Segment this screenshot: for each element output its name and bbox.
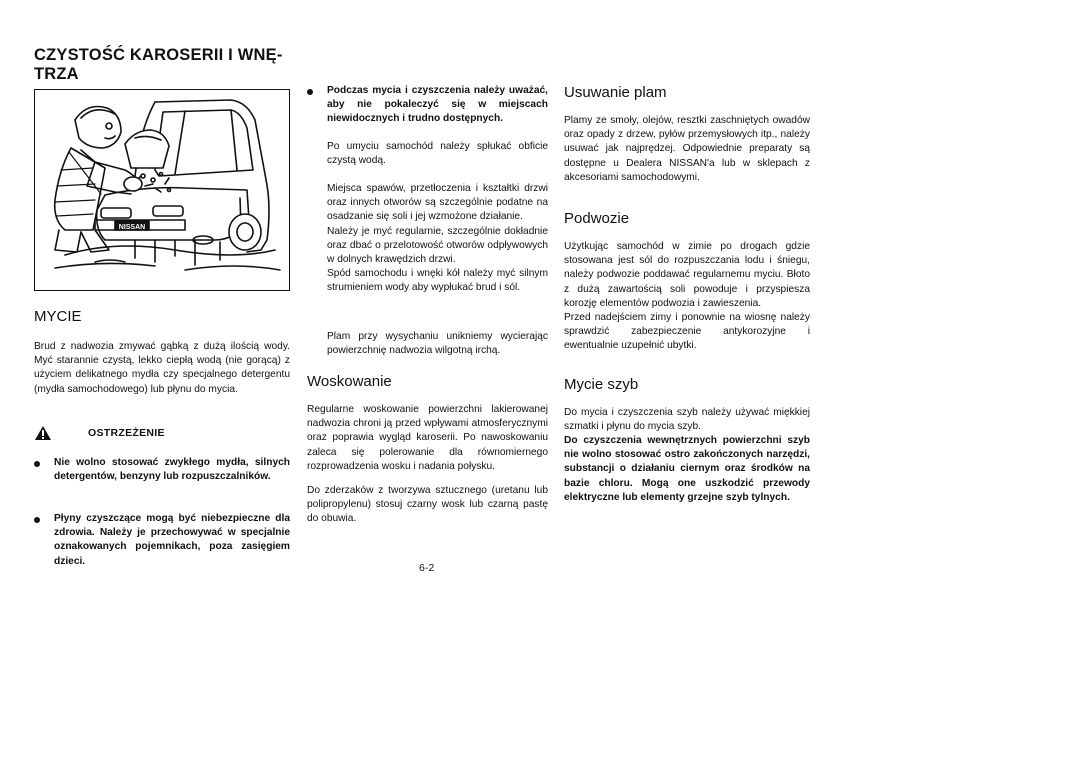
weld-paragraph: Miejsca spawów, przetłoczenia i kształtki drzwi oraz innych otworów są szczególnie podatne na osadzanie się soli i jej wzmożone działanie. Należy je myć regularnie, szczególnie dokładnie oraz dbać o przelotowość otworów odpływowych w dolnych krawędzich drzwi. Spód samochodu i wnęki kół należy myć silnym strumieniem wody aby wypłukać brud i sól. xyxy=(327,183,548,294)
warning-bullet-2 xyxy=(34,512,290,569)
warning-triangle-icon xyxy=(34,425,52,441)
heading-mycie: MYCIE xyxy=(34,308,82,325)
caution-bullet xyxy=(307,84,548,127)
bullet-icon xyxy=(307,89,313,95)
heading-mycie-szyb: Mycie szyb xyxy=(564,376,639,393)
bullet-icon xyxy=(34,461,40,467)
underbody-paragraph: Użytkując samochód w zimie po drogach gdzie stosowana jest sól do rozpuszczania lodu i śniegu, należy podwozie poddawać regularnemu myciu. Błoto z dużą zawartością soli powoduje i przyspiesza korozję elementów podwozia i zawieszenia. Przed nadejściem zimy i ponownie na wiosnę należy sprawdzić zabezpieczenie antykorozyjne i ewentualnie uzupełnić ubytki. xyxy=(564,241,810,352)
heading-podwozie: Podwozie xyxy=(564,210,630,227)
section-title: CZYSTOŚĆ KAROSERII I WNĘ- TRZA xyxy=(34,46,283,83)
spots-paragraph: Plam przy wysychaniu unikniemy wycierając powierzchnię nadwozia wilgotną irchą. xyxy=(327,331,548,357)
waxing-paragraph: Regularne woskowanie powierzchni lakierowanej nadwozia chroni ją przed wpływami atmosferycznymi oraz poprawia wygląd karoserii. Po nawoskowaniu zaleca się polerowanie dla równomiernego rozprowadzenia wosku i nadania połysku. xyxy=(307,404,548,472)
caution-bullet-text: Podczas mycia i czyszczenia należy uważać, aby nie pokaleczyć się w miejscach niewidocznych i trudno dostępnych. xyxy=(327,85,548,125)
warning-bullet-1 xyxy=(34,456,290,484)
page-number: 6-2 xyxy=(419,562,435,574)
bullet-icon xyxy=(34,517,40,523)
car-washing-illustration xyxy=(34,89,290,291)
plate-text: NISSAN xyxy=(118,224,146,231)
bumpers-paragraph: Do zderzaków z tworzywa sztucznego (uretanu lub polipropylenu) stosuj czarny wosk lub czarną pastę do obuwia. xyxy=(307,485,548,525)
stains-paragraph: Plamy ze smoły, olejów, resztki zaschniętych owadów oraz opady z drzew, pyłów przemysłowych itp., należy usuwać jak najprędzej. Odpowiednie preparaty są dostępne u Dealera NISSAN'a lub w sklepach z akcesoriami samochodowymi. xyxy=(564,115,810,183)
heading-usuwanie-plam: Usuwanie plam xyxy=(564,84,667,101)
windows-paragraph: Do mycia i czyszczenia szyb należy używać miękkiej szmatki i płynu do mycia szyb. xyxy=(564,407,810,433)
warning-bullet-2-text: Płyny czyszczące mogą być niebezpieczne dla zdrowia. Należy je przechowywać w specjalnie oznakowanych pojemnikach, poza zasięgiem dzieci. xyxy=(54,513,290,567)
warning-header xyxy=(34,425,290,443)
warning-bullet-1-text: Nie wolno stosować zwykłego mydła, silnych detergentów, benzyny lub rozpuszczalników. xyxy=(54,457,290,483)
windows-warning-paragraph: Do czyszczenia wewnętrznych powierzchni szyb nie wolno stosować ostro zakończonych narzędzi, substancji o działaniu ciernym oraz środków na bazie chloru. Mogą one uszkodzić przewody elektryczne lub elementy grzejne szyb tylnych. xyxy=(564,435,810,503)
heading-woskowanie: Woskowanie xyxy=(307,373,392,390)
rinse-paragraph: Po umyciu samochód należy spłukać obficie czystą wodą. xyxy=(327,141,548,167)
warning-label: OSTRZEŻENIE xyxy=(88,427,165,439)
mycie-paragraph: Brud z nadwozia zmywać gąbką z dużą ilością wody. Myć starannie czystą, lekko ciepłą wodą (nie gorącą) z użyciem delikatnego mydła czy specjalnego detergentu (mydła samochodowego) lub płynu do mycia. xyxy=(34,341,290,395)
